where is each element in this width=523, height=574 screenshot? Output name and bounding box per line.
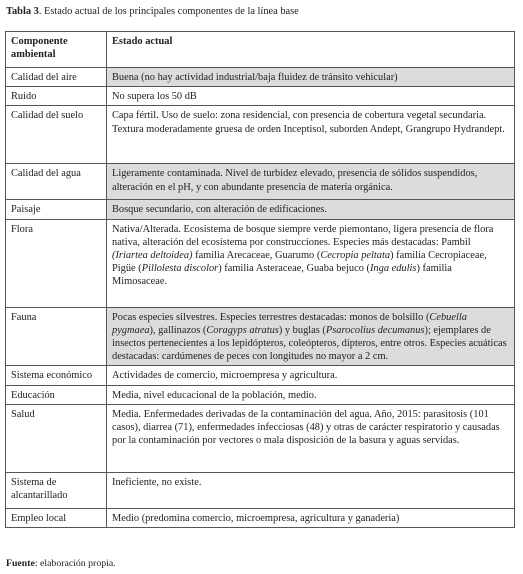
table-row: [6, 366, 515, 385]
row-component: Educación: [6, 385, 107, 404]
table-row: [6, 87, 515, 106]
table-source-note: [6, 558, 116, 569]
fauna-text: Pocas especies silvestres. Especies terrestres destacadas: monos de bolsillo (: [112, 311, 430, 323]
table-row: [6, 68, 515, 87]
row-component: Calidad del aire: [6, 68, 107, 87]
flora-species-name: (Iriartea deltoidea): [112, 250, 193, 262]
row-status: Capa fértil. Uso de suelo: zona residencial, con presencia de cobertura vegetal secundaria. Textura moderadamente gruesa de orden Inceptisol, suborden Andept, Grangrupo Hydrandept.: [107, 106, 515, 164]
fauna-species-name: Coragyps atratus: [206, 324, 279, 336]
baseline-components-table: [5, 31, 515, 528]
row-status: [107, 219, 515, 307]
row-component: Ruido: [6, 87, 107, 106]
table-row: [6, 404, 515, 472]
row-component: Calidad del agua: [6, 164, 107, 200]
row-status: Medio (predomina comercio, microempresa, agricultura y ganadería): [107, 508, 515, 527]
fauna-species-name: Psarocolius decumanus: [325, 324, 425, 336]
caption-text: . Estado actual de los principales componentes de la línea base: [38, 6, 299, 17]
flora-species-name: Pillolesta discolor: [141, 263, 219, 275]
table-row: [6, 508, 515, 527]
row-component: Flora: [6, 219, 107, 307]
row-component: Sistema económico: [6, 366, 107, 385]
row-component: Calidad del suelo: [6, 106, 107, 164]
row-component: Salud: [6, 404, 107, 472]
footnote-label: Fuente: [6, 558, 35, 569]
row-status: Bosque secundario, con alteración de edificaciones.: [107, 200, 515, 219]
table-row: [6, 219, 515, 307]
table-row: [6, 385, 515, 404]
fauna-species-name: Cebuella pygmaea: [112, 311, 467, 336]
header-status: Estado actual: [107, 32, 515, 68]
fauna-text: ), gallinazos (: [149, 324, 207, 336]
table-row: [6, 307, 515, 366]
row-status: Media. Enfermedades derivadas de la contaminación del agua. Año, 2015: parasitosis (101 casos), diarrea (71), enfermedades infecciosas (48) y otras de carácter respiratorio y causadas por la contaminación por vectores o mala disposición de la basura y aguas servidas.: [107, 404, 515, 472]
row-status: Ligeramente contaminada. Nivel de turbidez elevado, presencia de sólidos suspendidos, alteración en el pH, y con abundante presencia de materia orgánica.: [107, 164, 515, 200]
row-status: No supera los 50 dB: [107, 87, 515, 106]
row-component: Empleo local: [6, 508, 107, 527]
table-row: [6, 472, 515, 508]
footnote-text: : elaboración propia.: [34, 558, 116, 569]
row-component: Fauna: [6, 307, 107, 366]
flora-species-name: Cecropia peltata: [320, 250, 391, 262]
flora-species-name: Inga edulis: [369, 263, 417, 275]
row-status: Buena (no hay actividad industrial/baja fluidez de tránsito vehicular): [107, 68, 515, 87]
table-header-row: [6, 32, 515, 68]
table-caption: [6, 6, 299, 17]
row-component: Sistema de alcantarillado: [6, 472, 107, 508]
flora-text: familia Arecaceae, Guarumo (: [192, 250, 321, 262]
row-component: Paisaje: [6, 200, 107, 219]
flora-text: ) familia Mimosaceae.: [112, 263, 452, 288]
row-status: Ineficiente, no existe.: [107, 472, 515, 508]
row-status: Media, nivel educacional de la población, medio.: [107, 385, 515, 404]
flora-text: Nativa/Alterada. Ecosistema de bosque siempre verde piemontano, ligera presencia de flora nativa, alteración del ecosistema por construcciones. Especies más destacadas: Pambil: [112, 223, 494, 248]
table-row: [6, 106, 515, 164]
header-component: Componente ambiental: [6, 32, 107, 68]
fauna-text: ) y buglas (: [278, 324, 326, 336]
flora-text: ) familia Cecropiaceae, Pigüe (: [112, 250, 487, 275]
fauna-text: ); ejemplares de insectos pertenecientes a los lepidópteros, coleópteros, dípteros, entre otros. Especies acuáticas destacadas: cardúmenes de peces con longitudes no mayor a 2 cm.: [112, 324, 507, 363]
row-status: Actividades de comercio, microempresa y agricultura.: [107, 366, 515, 385]
flora-text: ) familia Asteraceae, Guaba bejuco (: [218, 263, 370, 275]
row-status: [107, 307, 515, 366]
table-row: [6, 200, 515, 219]
caption-label: Tabla 3: [6, 6, 39, 17]
table-row: [6, 164, 515, 200]
